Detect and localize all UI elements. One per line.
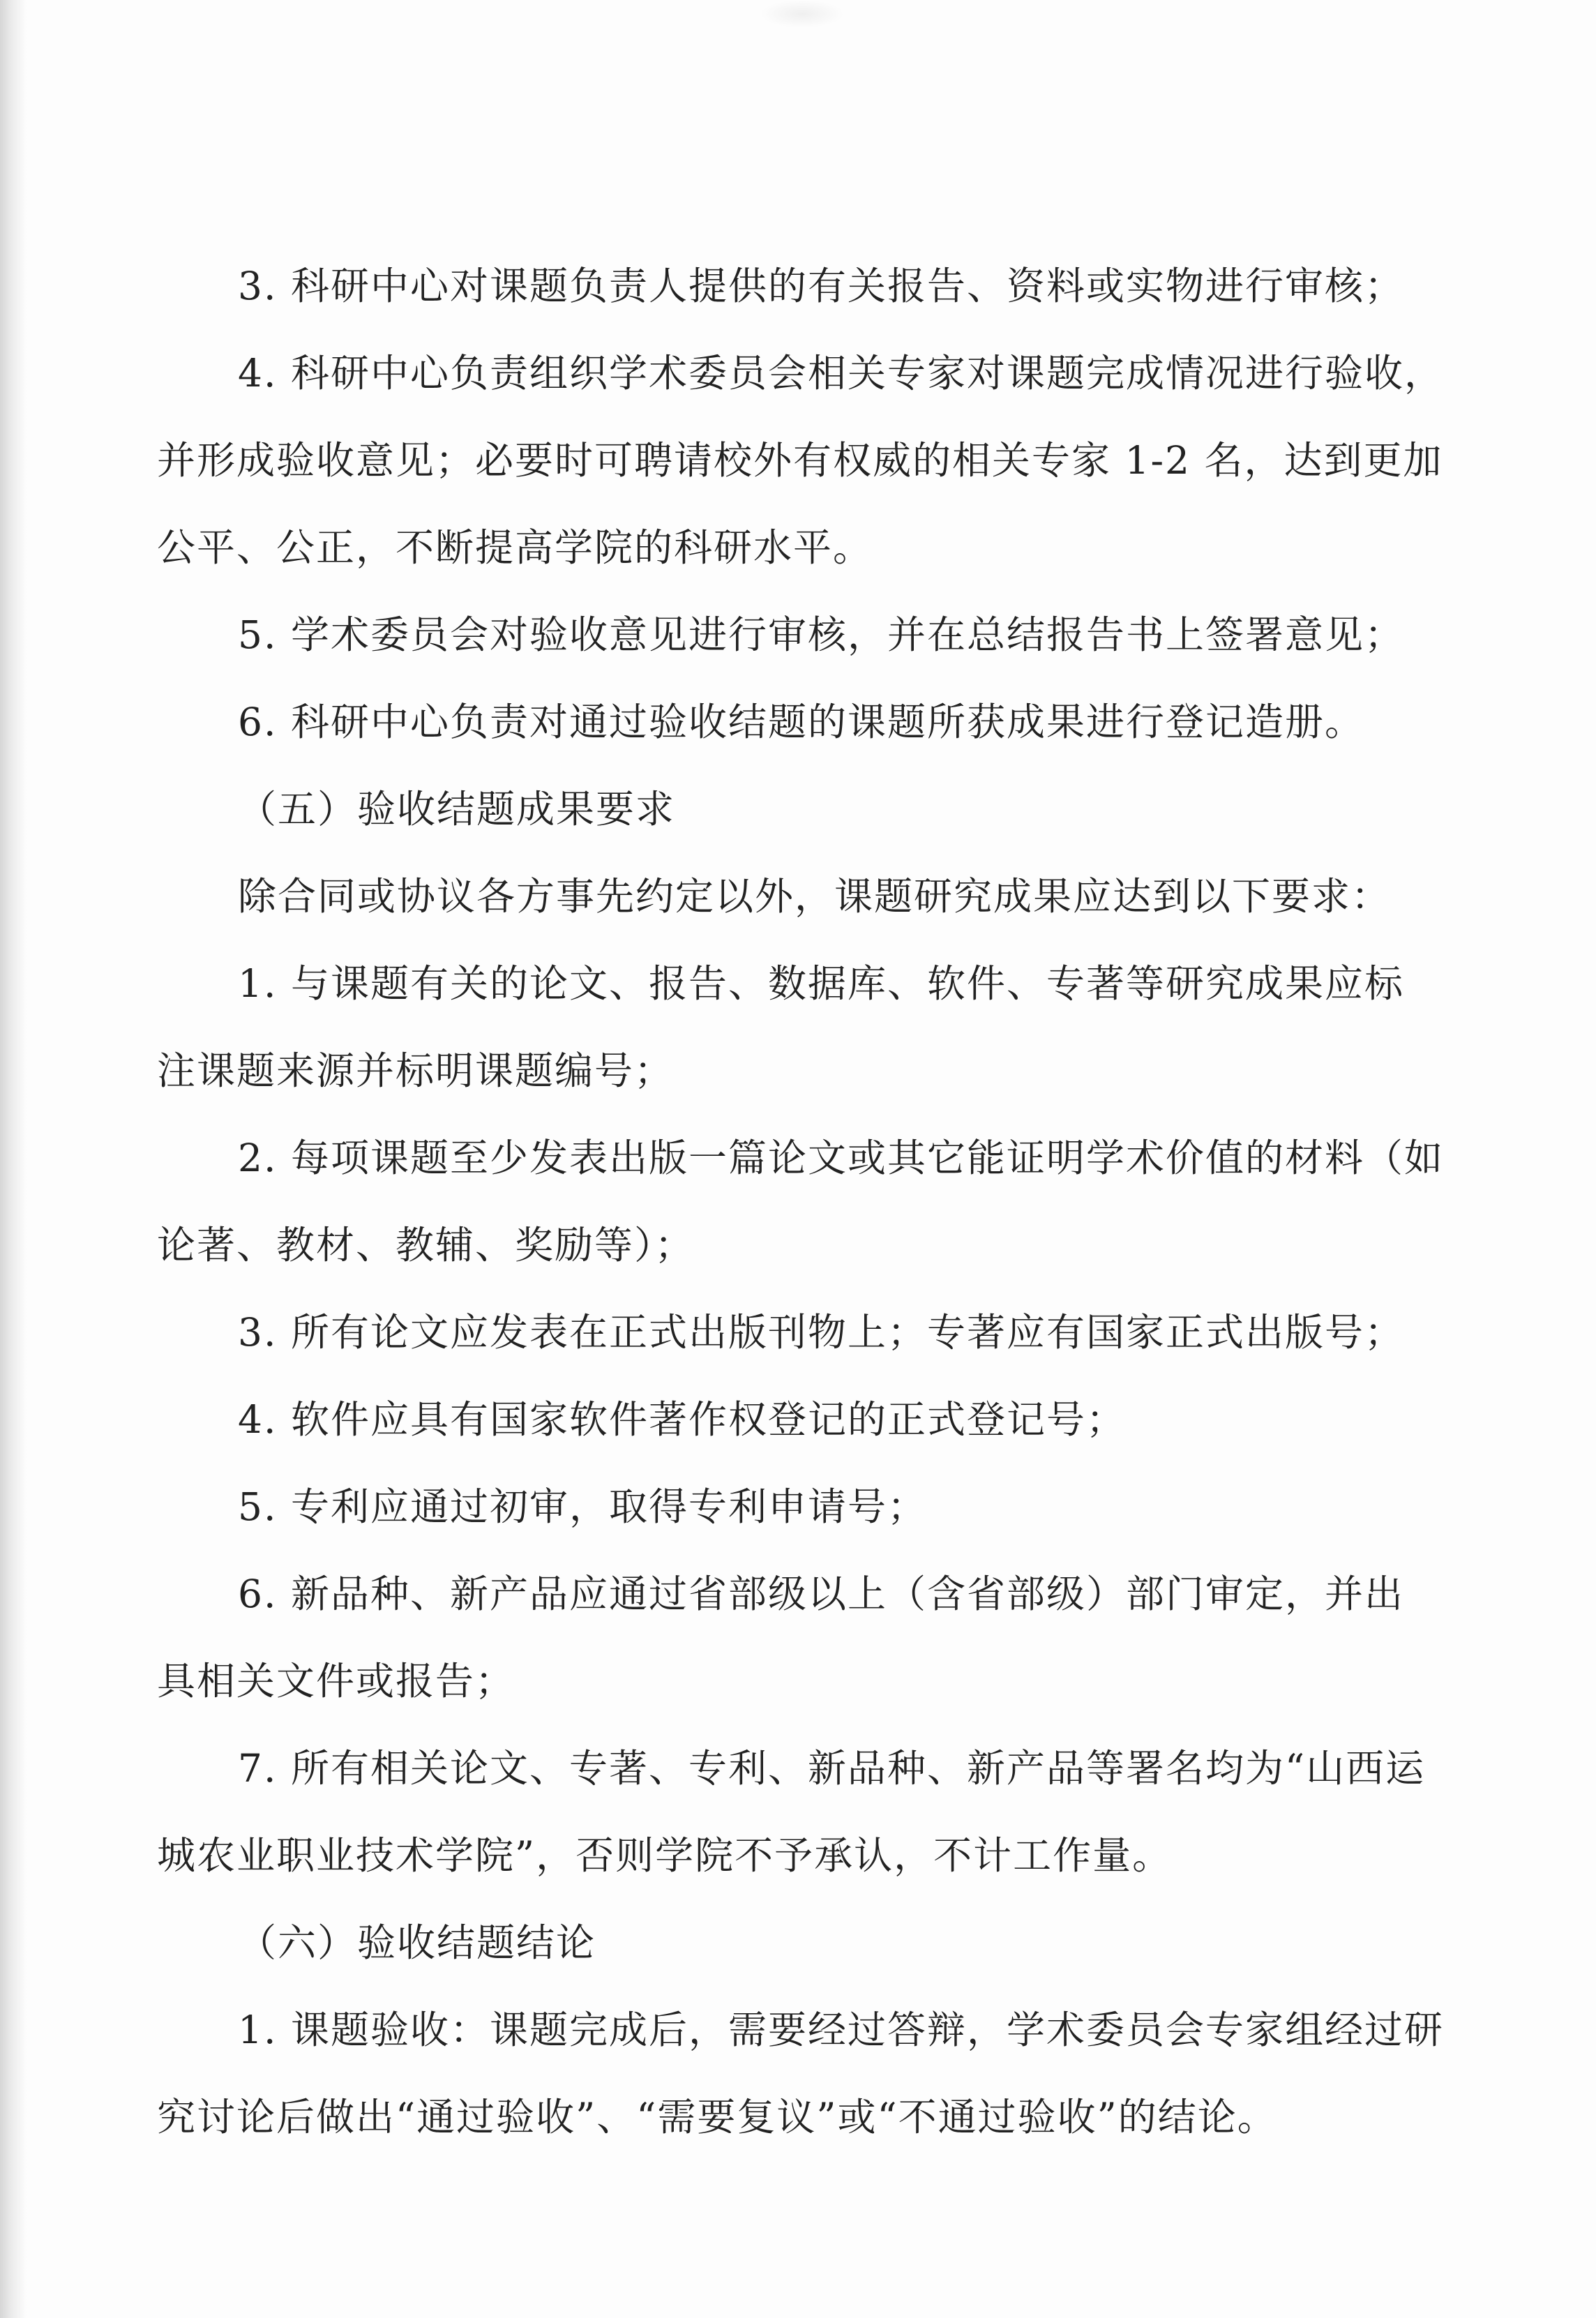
paragraph-line: 1. 课题验收：课题完成后，需要经过答辩，学术委员会专家组经过研 — [238, 2008, 1444, 2052]
paragraph-line: 论著、教材、教辅、奖励等）； — [157, 1223, 695, 1267]
scan-mark — [760, 0, 844, 28]
section-heading: （五）验收结题成果要求 — [238, 787, 676, 831]
paragraph-line: 5. 学术委员会对验收意见进行审核，并在总结报告书上签署意见； — [238, 612, 1404, 657]
paragraph-line: 7. 所有相关论文、专著、专利、新品种、新产品等署名均为“山西运 — [238, 1746, 1426, 1791]
paragraph-line: 4. 科研中心负责组织学术委员会相关专家对课题完成情况进行验收， — [238, 351, 1444, 396]
paragraph-line: 3. 科研中心对课题负责人提供的有关报告、资料或实物进行审核； — [238, 264, 1404, 308]
scan-edge-shadow — [0, 0, 27, 2318]
paragraph-line: 1. 与课题有关的论文、报告、数据库、软件、专著等研究成果应标 — [238, 961, 1404, 1006]
paragraph-line: 具相关文件或报告； — [157, 1659, 515, 1703]
paragraph-line: 除合同或协议各方事先约定以外，课题研究成果应达到以下要求： — [238, 874, 1392, 919]
paragraph-line: 注课题来源并标明课题编号； — [157, 1048, 675, 1093]
paragraph-line: 究讨论后做出“通过验收”、“需要复议”或“不通过验收”的结论。 — [157, 2095, 1277, 2139]
paragraph-line: 并形成验收意见；必要时可聘请校外有权威的相关专家 1-2 名，达到更加 — [157, 438, 1443, 483]
paragraph-line: 4. 软件应具有国家软件著作权登记的正式登记号； — [238, 1397, 1126, 1442]
paragraph-line: 城农业职业技术学院”，否则学院不予承认，不计工作量。 — [157, 1833, 1173, 1878]
section-heading: （六）验收结题结论 — [238, 1920, 596, 1965]
paragraph-line: 6. 科研中心负责对通过验收结题的课题所获成果进行登记造册。 — [238, 700, 1364, 744]
paragraph-line: 公平、公正，不断提高学院的科研水平。 — [157, 525, 873, 570]
paragraph-line: 2. 每项课题至少发表出版一篇论文或其它能证明学术价值的材料（如 — [238, 1136, 1444, 1180]
paragraph-line: 3. 所有论文应发表在正式出版刊物上；专著应有国家正式出版号； — [238, 1310, 1404, 1355]
paragraph-line: 5. 专利应通过初审，取得专利申请号； — [238, 1484, 927, 1529]
paragraph-line: 6. 新品种、新产品应通过省部级以上（含省部级）部门审定，并出 — [238, 1572, 1404, 1616]
